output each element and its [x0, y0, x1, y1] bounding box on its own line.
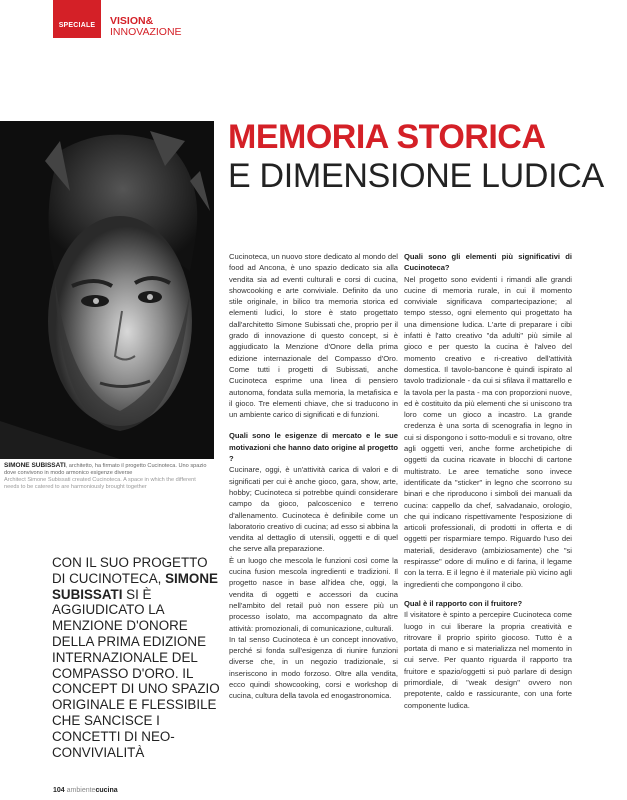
page-number: 104 — [53, 787, 65, 794]
caption-text-en: Architect Simone Subissati created Cucinoteca. A space in which the different needs to be catered to are harmoniously brought together — [4, 477, 196, 490]
paragraph: Il visitatore è spinto a percepire Cucinoteca come luogo in cui liberare la propria creatività e ritrovare il proprio spirito giocoso. Tutto è a portata di mano e si materializza nel momento in cui serve. Per quanto riguarda il rapporto tra fruitore e spazio/oggetti si può parlare di design primordiale, di "weak design" ovvero non prepotente, caldo e rassicurante, con una forte componente ludica. — [404, 610, 572, 710]
quote-name: SIMONE SUBISSATI — [52, 570, 218, 602]
magazine-name — [67, 787, 118, 794]
title-line-1: MEMORIA STORICA — [228, 118, 546, 156]
magazine-name-light: ambiente — [66, 787, 96, 794]
paragraph: Cucinoteca, un nuovo store dedicato al mondo del food ad Ancona, è uno spazio dedicato sia alla vendita sia ad eventi culturali e corsi di cucina, showcooking e arte conviviale. Definito da uno stile originale, in bilico tra memoria storica ed elementi ludici, lo store è stato progettato dall'architetto Simone Subissati che, proprio per il grado di innovazione di questo concept, si è aggiudicato la Menzione d'Onore della prima edizione internazionale del Compasso d'Oro. Come tutti i progetti di Subissati, anche Cucinoteca esprime una linea di pensiero autonoma, fondata sulla memoria, la metafisica e il gioco. Tre elementi chiave, che si traducono in un ambiente carico di significati e di funzioni. — [229, 252, 398, 420]
question-heading: Quali sono gli elementi più significativi di Cucinoteca? — [404, 252, 572, 273]
question-heading: Qual è il rapporto con il fruitore? — [404, 598, 523, 608]
magazine-name-bold: cucina — [95, 787, 118, 794]
text-column-1 — [229, 251, 398, 702]
pull-quote — [52, 555, 222, 760]
section-line-2: INNOVAZIONE — [110, 26, 182, 38]
quote-part-2: SI È AGGIUDICATO LA MENZIONE D'ONORE DELLA PRIMA EDIZIONE INTERNAZIONALE DEL COMPASSO D'ORO. IL CONCEPT DI UNO SPAZIO ORIGINALE E FLESSIBILE CHE SANCISCE I CONCETTI DI NEO-CONVIVIALITÀ — [52, 586, 220, 760]
paragraph: Cucinare, oggi, è un'attività carica di valori e di significati per cui è anche gioco, gara, show, arte, hobby; Cucinoteca si potrebbe quindi considerare campo da gioco, palcoscenico e terreno d'allenamento. Cucinoteca è definibile come un laboratorio creativo di cucina; ad esso si abbina la vendita al dettaglio di utensili, oggetti e di quel che serve alla preparazione. — [229, 465, 398, 554]
paragraph: È un luogo che mescola le funzioni così come la cucina fusion mescola ingredienti e tradizioni. Il progetto nasce in base all'idea che, oggi, la vendita di oggetti e accessori da cucina nell'ambito del retail può non essere più un processo isolato, ma accompagnato da altre attività: promozionali, di comunicazione, culturali. — [229, 555, 398, 633]
question-heading: Quali sono le esigenze di mercato e le sue motivazioni che hanno dato origine al progetto ? — [229, 431, 398, 464]
caption-name: SIMONE SUBISSATI — [4, 462, 66, 469]
page-footer — [53, 787, 118, 794]
caption-text-it: , architetto, ha firmato il progetto Cucinoteca. Uno spazio dove convivono in modo armonico esigenze diverse — [4, 463, 207, 476]
text-column-2 — [404, 251, 572, 711]
title-line-2: E DIMENSIONE LUDICA — [228, 157, 604, 195]
section-tag: SPECIALE — [53, 0, 101, 38]
photo-caption — [4, 462, 212, 491]
section-heading — [110, 16, 182, 38]
portrait-photo — [0, 121, 214, 459]
paragraph: Nel progetto sono evidenti i rimandi alle grandi cucine di memoria rurale, in cui il momento conviviale significava compartecipazione; al tempo stesso, ogni elemento qui progettato ha una dimensione ludica. L'arte di preparare i cibi infatti è l'atto creativo "da adulti" più simile al gioco e per questo la cucina è l'alveo del momento creativo e ri-creativo dell'attività domestica. Il tavolo-bancone è quindi ispirato al tavolo tradizionale - da cui si sfilava il mattarello e la tavola per la pasta - ma con proporzioni nuove, ed è costituito da più elementi che si uniscono tra loro come un gioco a incastro. La grande credenza è una sorta di scenografia in legno in cui si dispongono i sotto-moduli e si trovano, oltre agli oggetti veri, anche forme archetipiche di oggetti da cucina ricavate in blocchi di cartone multistrato. Le aree tematiche sono invece identificate da "sticker" in legno che scorrono su binari e che riproducono i simboli dei manuali da cucina: cappello da chef, salvadanaio, orologio, che qui indicano rispettivamente l'esposizione di articoli professionali, di prodotti in offerta e di oggetti per risparmiare tempo. Riguardo l'uso dei materiali, desideravo (ambiziosamente) che "si respirasse" odore di mulino e di farina, il legame con la terra. E il legno è il materiale più vicino agli ingredienti che compongono il cibo. — [404, 274, 572, 589]
section-line-1: VISION& — [110, 15, 154, 27]
article-title — [228, 118, 608, 196]
paragraph: In tal senso Cucinoteca è un concept innovativo, perché si fonda sull'esigenza di riunire funzioni diverse che, in un negozio tradizionale, si inseriscono in modo forzoso. Oltre alla vendita, ecco quindi showcooking, corsi e workshop di cucina, cultura della tavola ed enogastronomica. — [229, 634, 398, 701]
quote-part-1: CON IL SUO PROGETTO DI CUCINOTECA, — [52, 555, 208, 586]
